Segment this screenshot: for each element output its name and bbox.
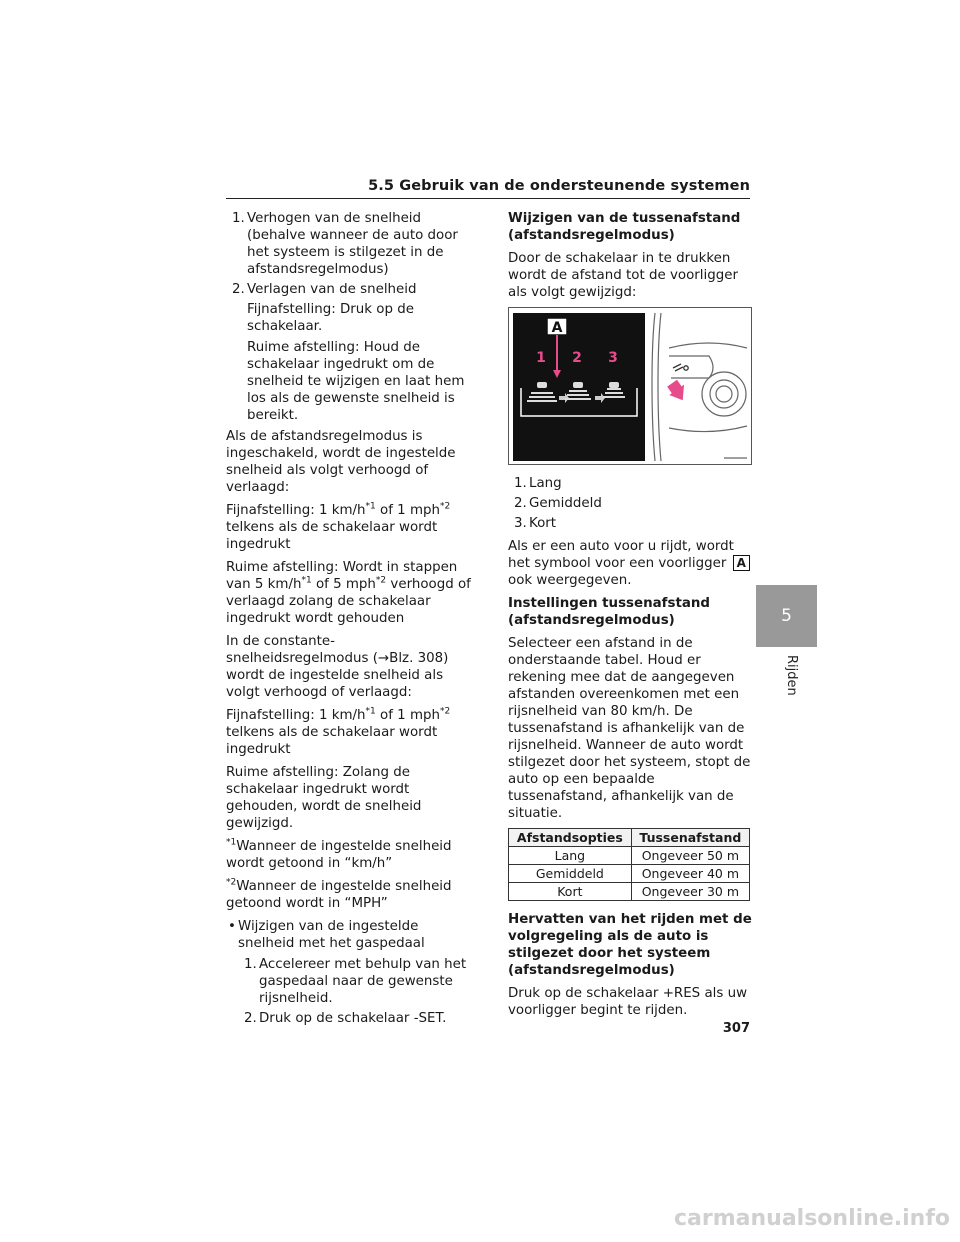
distance-mode-paragraph: Als de afstandsregelmodus is ingeschakeld, wordt de ingestelde snelheid als volgt verhoogd of verlaagd: [226, 429, 456, 495]
heading-change-distance: Wijzigen van de tussenafstand (afstandsregelmodus) [508, 211, 741, 243]
sub-list [226, 956, 471, 1027]
list-number: 1. [514, 476, 527, 491]
constant-speed-paragraph: In de constante-snelheidsregelmodus (→Blz. 308) wordt de ingestelde snelheid als volgt verhoogd of verlaagd: [226, 634, 449, 700]
table-cell: Lang [509, 847, 632, 865]
table-row [509, 883, 750, 901]
coarse-adjust-paragraph [226, 559, 471, 627]
callout-a-badge: A [733, 555, 750, 571]
fine-adjust-paragraph-2 [226, 707, 471, 758]
distance-number-3: 3 [608, 350, 618, 366]
table-row [509, 847, 750, 865]
footnote-text: Wanneer de ingestelde snelheid wordt getoond in “km/h” [226, 839, 452, 871]
list-text: Druk op de schakelaar -SET. [259, 1011, 447, 1026]
list-text: Accelereer met behulp van het gaspedaal naar de gewenste rijsnelheid. [259, 957, 467, 1006]
list-text: Kort [529, 516, 557, 531]
list-item [508, 475, 753, 492]
distance-table [508, 828, 750, 901]
left-column [226, 210, 471, 1030]
page-number: 307 [722, 1021, 750, 1036]
footnote-ref: *2 [440, 706, 451, 717]
list-item [226, 281, 471, 298]
text-span: Ruime afstelling: Wordt in stappen van 5 km/h [226, 560, 458, 592]
resume-paragraph: Druk op de schakelaar +RES als uw voorligger begint te rijden. [508, 986, 748, 1018]
footnote-mark: *1 [226, 837, 237, 848]
fine-adjust-step: Fijnafstelling: Druk op de schakelaar. [247, 302, 414, 334]
list-item [508, 515, 753, 532]
list-number: 1. [232, 211, 245, 226]
list-text: Verhogen van de snelheid (behalve wanneer de auto door het systeem is stilgezet in de afstandsregelmodus) [247, 211, 458, 277]
text-span: of 1 mph [375, 503, 440, 518]
list-number: 3. [514, 516, 527, 531]
coarse-adjust-paragraph-2: Ruime afstelling: Zolang de schakelaar ingedrukt wordt gehouden, wordt de snelheid gewijzigd. [226, 765, 422, 831]
list-item [238, 1010, 471, 1027]
text-span: of 1 mph [375, 708, 440, 723]
right-column [508, 210, 753, 1025]
list-text: Lang [529, 476, 562, 491]
distance-number-1: 1 [536, 350, 546, 366]
vehicle-ahead-paragraph [508, 538, 753, 589]
distance-number-2: 2 [572, 350, 582, 366]
text-span: telkens als de schakelaar wordt ingedrukt [226, 725, 438, 757]
text-span: telkens als de schakelaar wordt ingedrukt [226, 520, 438, 552]
text-span: Als er een auto voor u rijdt, wordt het symbool voor een voorligger [508, 539, 734, 571]
switch-arrow-icon [665, 378, 691, 405]
text-span: ook weergegeven. [508, 573, 632, 588]
footnote-1 [226, 838, 471, 872]
distance-switch-icon [673, 364, 688, 371]
steering-switch-figure [508, 307, 752, 465]
callout-a-label: A [551, 320, 563, 336]
footnote-text: Wanneer de ingestelde snelheid getoond wordt in “MPH” [226, 879, 452, 911]
bullet-dot: • [228, 919, 236, 934]
table-row [509, 865, 750, 883]
table-cell: Ongeveer 30 m [631, 883, 749, 901]
text-span: of 5 mph [311, 577, 376, 592]
chapter-label: Rijden [784, 655, 799, 696]
text-span: verhoogd of verlaagd zolang de schakelaar ingedrukt wordt gehouden [226, 577, 471, 626]
footnote-ref: *1 [301, 575, 312, 586]
chapter-number: 5 [781, 606, 792, 626]
text-span: Fijnafstelling: 1 km/h [226, 708, 366, 723]
section-title: 5.5 Gebruik van de ondersteunende systemen [368, 178, 750, 194]
table-header-cell: Tussenafstand [631, 829, 749, 847]
table-cell: Ongeveer 50 m [631, 847, 749, 865]
footnote-2 [226, 878, 471, 912]
table-cell: Gemiddeld [509, 865, 632, 883]
change-distance-paragraph: Door de schakelaar in te drukken wordt de afstand tot de voorligger als volgt gewijzigd: [508, 251, 738, 300]
watermark: carmanualsonline.info [674, 1206, 950, 1231]
bullet-item [226, 918, 471, 952]
list-number: 2. [232, 282, 245, 297]
footnote-ref: *2 [440, 501, 451, 512]
footnote-mark: *2 [226, 877, 237, 888]
section-header [226, 178, 750, 199]
chapter-tab [756, 585, 817, 647]
heading-distance-settings: Instellingen tussenafstand (afstandsregelmodus) [508, 596, 711, 628]
list-number: 2. [514, 496, 527, 511]
list-item [508, 495, 753, 512]
table-cell: Ongeveer 40 m [631, 865, 749, 883]
coarse-adjust-step: Ruime afstelling: Houd de schakelaar ingedrukt om de snelheid te wijzigen en laat hem los als de gewenste snelheid is bereikt. [247, 340, 465, 423]
list-text: Verlagen van de snelheid [247, 282, 417, 297]
list-number: 1. [244, 957, 257, 972]
bullet-text: Wijzigen van de ingestelde snelheid met het gaspedaal [238, 919, 425, 951]
footnote-ref: *1 [365, 706, 376, 717]
table-cell: Kort [509, 883, 632, 901]
footnote-ref: *2 [375, 575, 387, 586]
list-number: 2. [244, 1011, 257, 1026]
text-span: Fijnafstelling: 1 km/h [226, 503, 366, 518]
list-item [226, 210, 471, 278]
heading-resume: Hervatten van het rijden met de volgregeling als de auto is stilgezet door het systeem (afstandsregelmodus) [508, 912, 752, 978]
table-header-row [509, 829, 750, 847]
distance-settings-paragraph: Selecteer een afstand in de onderstaande tabel. Houd er rekening mee dat de aangegeven afstanden overeenkomen met een rijsnelheid van 80 km/h. De tussenafstand is afhankelijk van de rijsnelheid. Wanneer de auto wordt stilgezet door het systeem, stopt de auto op een bepaalde tussenafstand, afhankelijk van de situatie. [508, 636, 751, 821]
footnote-ref: *1 [365, 501, 376, 512]
table-header-cell: Afstandsopties [509, 829, 632, 847]
steering-wheel-lineart [652, 313, 747, 461]
list-text: Gemiddeld [529, 496, 602, 511]
figure-illustration [509, 308, 751, 464]
fine-adjust-paragraph [226, 502, 471, 553]
list-item [238, 956, 471, 1007]
